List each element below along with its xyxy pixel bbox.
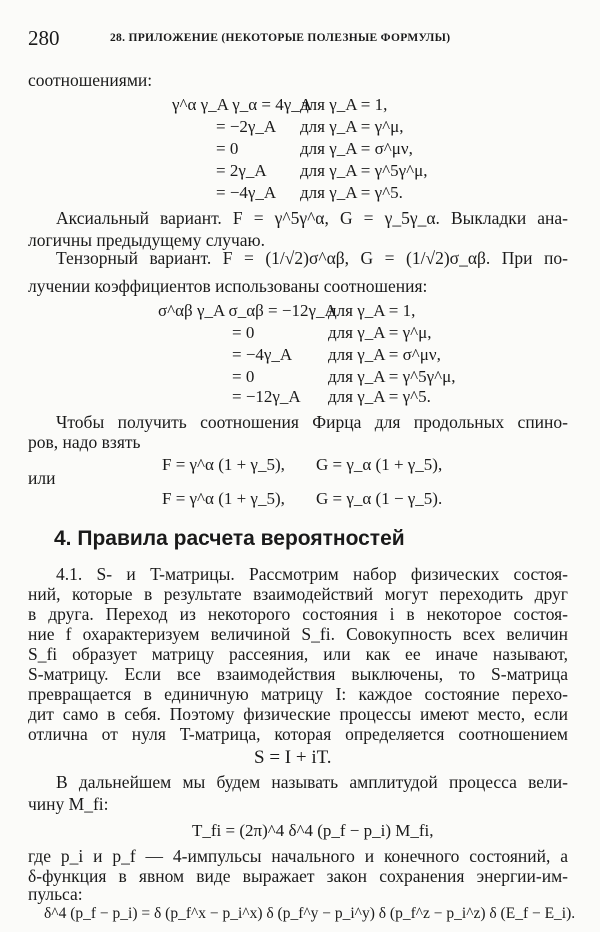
fierz-text-line: Чтобы получить соотношения Фирца для продольных спино-: [56, 412, 568, 432]
relation-lhs: = 0: [216, 139, 239, 158]
relation-lhs: = 0: [232, 367, 255, 386]
page-number: 280: [28, 26, 60, 50]
relation-lhs: = −12γ_A: [232, 387, 301, 406]
relation-lhs: σ^αβ γ_A σ_αβ = −12γ_A: [158, 301, 337, 320]
relation-cond: для γ_A = σ^μν,: [328, 345, 441, 364]
paragraph-line: 4.1. S- и T-матрицы. Рассмотрим набор физических состоя-: [56, 564, 568, 584]
relation-cond: для γ_A = 1,: [328, 301, 416, 320]
paragraph-line: S_fi образует матрицу рассеяния, или как ее иначе называют,: [28, 644, 568, 664]
relation-lhs: = −4γ_A: [216, 183, 277, 202]
page-header: [28, 26, 570, 50]
relation-cond: для γ_A = γ^5γ^μ,: [328, 367, 456, 386]
paragraph-line: пульса:: [28, 884, 83, 904]
paragraph-line: чину M_fi:: [28, 794, 109, 814]
paragraph-line: ние f охарактеризуем величиной S_fi. Совокупность всех величин: [28, 624, 568, 644]
paragraph-line: дит само в себя. Поэтому физические процессы имеют место, если: [28, 704, 568, 724]
relation-lhs: = 2γ_A: [216, 161, 267, 180]
paragraph-line: δ-функция в явном виде выражает закон сохранения энергии-им-: [28, 866, 568, 886]
axial-variant-line: логичны предыдущему случаю.: [28, 230, 266, 250]
relation-cond: для γ_A = γ^5.: [300, 183, 403, 202]
relation-cond: для γ_A = 1,: [300, 95, 388, 114]
relation-lhs: = −4γ_A: [232, 345, 293, 364]
paragraph-line: отлична от нуля T-матрица, которая определяется соотношением: [28, 724, 568, 744]
fierz-equation-f: F = γ^α (1 + γ_5),: [162, 455, 285, 474]
relation-cond: для γ_A = σ^μν,: [300, 139, 413, 158]
axial-variant-line: Аксиальный вариант. F = γ^5γ^α, G = γ_5γ_α. Выкладки ана-: [56, 208, 568, 228]
intro-text: соотношениями:: [28, 70, 153, 90]
equation-delta-function: δ^4 (p_f − p_i) = δ (p_f^x − p_i^x) δ (p_f^y − p_i^y) δ (p_f^z − p_i^z) δ (E_f − E_i).: [44, 905, 576, 922]
relation-lhs: = −2γ_A: [216, 117, 277, 136]
paragraph-line: в друга. Переход из некоторого состояния i в некоторое состоя-: [28, 604, 568, 624]
relation-cond: для γ_A = γ^μ,: [328, 323, 432, 342]
paragraph-line: ний, которые в результате взаимодействий могут переходить друг: [28, 584, 568, 604]
running-title: 28. ПРИЛОЖЕНИЕ (НЕКОТОРЫЕ ПОЛЕЗНЫЕ ФОРМУЛЫ): [110, 32, 451, 44]
relation-cond: для γ_A = γ^μ,: [300, 117, 404, 136]
paragraph-line: В дальнейшем мы будем называть амплитудой процесса вели-: [56, 772, 568, 792]
or-word: или: [28, 468, 56, 488]
paragraph-line: где p_i и p_f — 4-импульсы начального и конечного состояний, а: [28, 846, 568, 866]
relation-lhs: γ^α γ_A γ_α = 4γ_A: [172, 95, 313, 114]
tensor-variant-line: лучении коэффициентов использованы соотношения:: [28, 276, 428, 296]
tensor-variant-line: Тензорный вариант. F = (1/√2)σ^αβ, G = (1/√2)σ_αβ. При по-: [56, 248, 568, 268]
relation-cond: для γ_A = γ^5.: [328, 387, 431, 406]
equation-t-matrix: T_fi = (2π)^4 δ^4 (p_f − p_i) M_fi,: [192, 821, 434, 840]
fierz-equation-g: G = γ_α (1 − γ_5).: [316, 489, 443, 508]
fierz-equation-f: F = γ^α (1 + γ_5),: [162, 489, 285, 508]
fierz-text-line: ров, надо взять: [28, 432, 141, 452]
fierz-equation-g: G = γ_α (1 + γ_5),: [316, 455, 443, 474]
section-title: 4. Правила расчета вероятностей: [54, 527, 405, 550]
relation-lhs: = 0: [232, 323, 255, 342]
equation-s-matrix: S = I + iT.: [254, 747, 332, 768]
paragraph-line: превращается в единичную матрицу I: каждое состояние перехо-: [28, 684, 568, 704]
paragraph-line: S-матрицу. Если все взаимодействия выключены, то S-матрица: [28, 664, 568, 684]
relation-cond: для γ_A = γ^5γ^μ,: [300, 161, 428, 180]
